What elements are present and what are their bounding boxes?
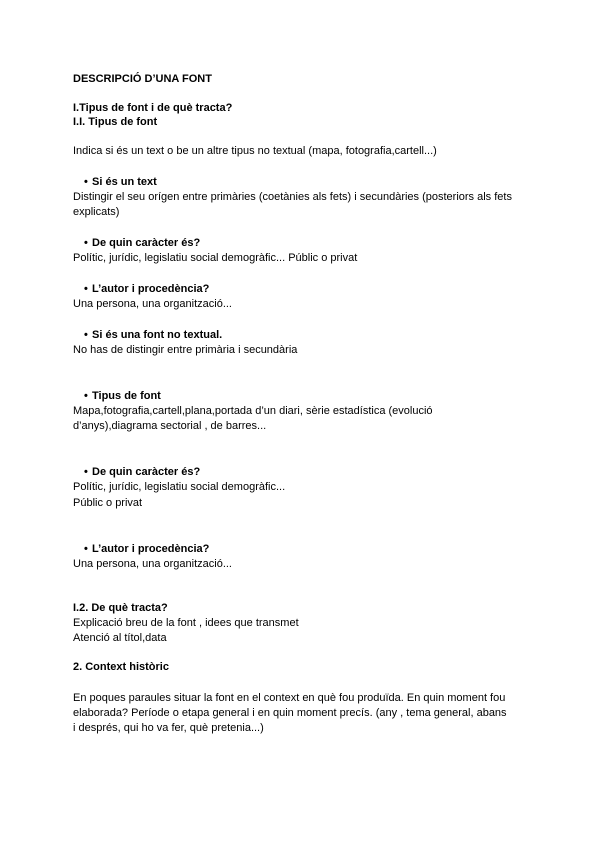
bullet-heading [84, 236, 200, 251]
bullet-label: De quin caràcter és? [92, 466, 201, 478]
subsection-1-2-heading: I.2. De què tracta? [73, 602, 168, 614]
bullet-body-line: No has de distingir entre primària i secundària [73, 344, 298, 356]
bullet-heading [84, 465, 200, 480]
bullet-body-line: d’anys),diagrama sectorial , de barres... [73, 420, 267, 432]
bullet-body-line: Polític, jurídic, legislatiu social demogràfic... Públic o privat [73, 252, 358, 264]
section-2-body-line: i després, qui ho va fer, què pretenia...) [73, 722, 264, 734]
bullet-label: De quin caràcter és? [92, 237, 201, 249]
bullet-body-line: Una persona, una organització... [73, 558, 232, 570]
section-2-body-line: elaborada? Període o etapa general i en quin moment precís. (any , tema general, abans [73, 707, 507, 719]
bullet-body-line: Distingir el seu orígen entre primàries (coetànies als fets) i secundàries (posteriors als fets [73, 191, 512, 203]
bullet-body-line: Una persona, una organització... [73, 298, 232, 310]
bullet-label: Tipus de font [92, 390, 161, 402]
subsection-1-1-heading: I.I. Tipus de font [73, 116, 158, 128]
bullet-body-line: Polític, jurídic, legislatiu social demogràfic... [73, 481, 286, 493]
section-2-body-line: En poques paraules situar la font en el context en què fou produïda. En quin moment fou [73, 692, 506, 704]
document-title: DESCRIPCIÓ D’UNA FONT [73, 73, 212, 85]
bullet-body-line: Públic o privat [73, 497, 143, 509]
bullet-marker: • [84, 283, 88, 295]
bullet-body-line: Mapa,fotografia,cartell,plana,portada d’un diari, sèrie estadística (evolució [73, 405, 433, 417]
bullet-label: Si és una font no textual. [92, 329, 223, 341]
bullet-marker: • [84, 176, 88, 188]
section-1-heading: I.Tipus de font i de què tracta? [73, 102, 233, 114]
bullet-heading [84, 175, 157, 190]
bullet-label: L’autor i procedència? [92, 283, 210, 295]
bullet-marker: • [84, 329, 88, 341]
section-2-heading: 2. Context històric [73, 661, 169, 673]
bullet-marker: • [84, 390, 88, 402]
bullet-heading [84, 389, 161, 404]
subsection-body-line: Atenció al títol,data [73, 632, 167, 644]
bullet-heading [84, 328, 222, 343]
bullet-marker: • [84, 466, 88, 478]
bullet-label: Si és un text [92, 176, 157, 188]
bullet-body-line: explicats) [73, 206, 120, 218]
bullet-marker: • [84, 543, 88, 555]
bullet-marker: • [84, 237, 88, 249]
bullet-heading [84, 282, 209, 297]
bullet-label: L’autor i procedència? [92, 543, 210, 555]
intro-paragraph: Indica si és un text o be un altre tipus no textual (mapa, fotografia,cartell...) [73, 145, 437, 157]
bullet-heading [84, 542, 209, 557]
subsection-body-line: Explicació breu de la font , idees que transmet [73, 617, 299, 629]
